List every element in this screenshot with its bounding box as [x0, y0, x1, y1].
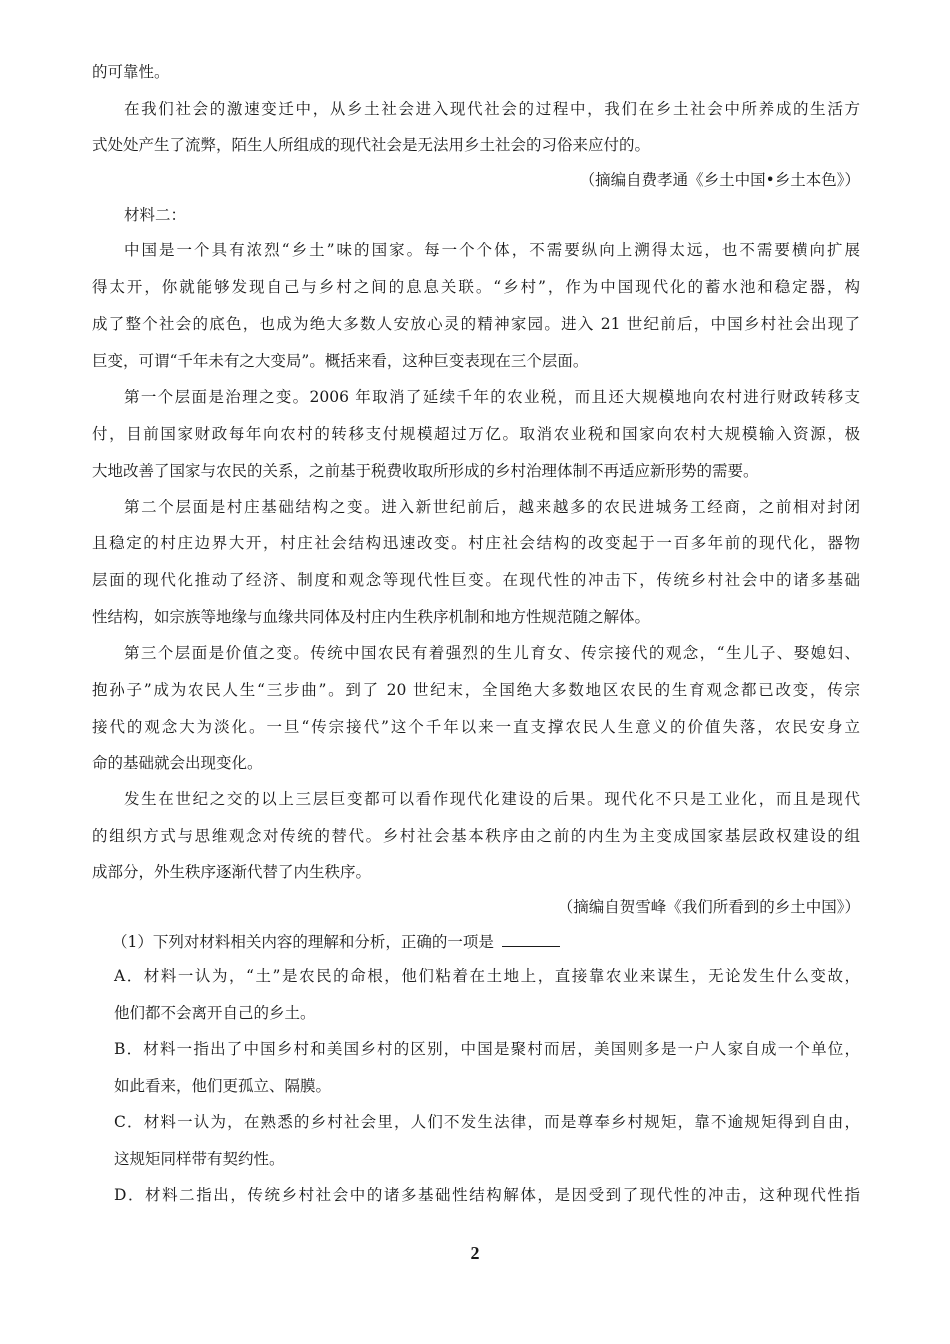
paragraph-line: 大地改善了国家与农民的关系，之前基于税费收取所形成的乡村治理体制不再适应新形势的需要。 — [92, 462, 759, 480]
paragraph-line: 中国是一个具有浓烈“乡土”味的国家。每一个个体，不需要纵向上溯得太远，也不需要横向扩展 — [124, 241, 860, 259]
question-prompt — [112, 932, 858, 952]
page-number: 2 — [470, 1243, 480, 1263]
paragraph-line: 性结构，如宗族等地缘与血缘共同体及村庄内生秩序机制和地方性规范随之解体。 — [92, 608, 651, 626]
paragraph-line: 式处处产生了流弊，陌生人所组成的现代社会是无法用乡土社会的习俗来应付的。 — [92, 136, 651, 154]
paragraph-line: 抱孙子”成为农民人生“三步曲”。到了 20 世纪末，全国绝大多数地区农民的生育观念都已改变，传宗 — [92, 681, 860, 699]
paragraph-line: 第一个层面是治理之变。2006 年取消了延续千年的农业税，而且还大规模地向农村进行财政转移支 — [124, 388, 860, 406]
paragraph-line: 第二个层面是村庄基础结构之变。进入新世纪前后，越来越多的农民进城务工经商，之前相对封闭 — [124, 498, 860, 516]
paragraph-line: 巨变，可谓“千年未有之大变局”。概括来看，这种巨变表现在三个层面。 — [92, 352, 589, 370]
answer-blank[interactable] — [502, 932, 560, 947]
option-a-line: A．材料一认为，“土”是农民的命根，他们粘着在土地上，直接靠农业来谋生，无论发生什么变故， — [114, 967, 860, 985]
paragraph-line: 付，目前国家财政每年向农村的转移支付规模超过万亿。取消农业税和国家向农村大规模输入资源，极 — [92, 425, 860, 443]
paragraph-line: 成部分，外生秩序逐渐代替了内生秩序。 — [92, 863, 372, 881]
paragraph-line: 的可靠性。 — [92, 63, 170, 81]
paragraph-line: 第三个层面是价值之变。传统中国农民有着强烈的生儿育女、传宗接代的观念，“生儿子、娶媳妇、 — [124, 644, 860, 662]
option-c-line: C．材料一认为，在熟悉的乡村社会里，人们不发生法律，而是尊奉乡村规矩，靠不逾规矩得到自由， — [114, 1113, 860, 1131]
paragraph-line: 且稳定的村庄边界大开，村庄社会结构迅速改变。村庄社会结构的改变起于一百多年前的现代化，器物 — [92, 534, 860, 552]
option-a-line: 他们都不会离开自己的乡土。 — [114, 1004, 316, 1022]
question-text: （1）下列对材料相关内容的理解和分析，正确的一项是 — [112, 933, 494, 951]
option-d-line: D．材料二指出，传统乡村社会中的诸多基础性结构解体，是因受到了现代性的冲击，这种现代性指 — [114, 1186, 860, 1204]
option-b-line: 如此看来，他们更孤立、隔膜。 — [114, 1077, 332, 1095]
paragraph-line: 层面的现代化推动了经济、制度和观念等现代性巨变。在现代性的冲击下，传统乡村社会中的诸多基础 — [92, 571, 860, 589]
paragraph-line: 接代的观念大为淡化。一旦“传宗接代”这个千年以来一直支撑农民人生意义的价值失落，农民安身立 — [92, 718, 860, 736]
paragraph-line: 得太开，你就能够发现自己与乡村之间的息息关联。“乡村”，作为中国现代化的蓄水池和稳定器，构 — [92, 278, 860, 296]
source-citation: （摘编自贺雪峰《我们所看到的乡土中国》） — [557, 898, 860, 916]
source-citation: （摘编自费孝通《乡土中国•乡土本色》） — [579, 171, 860, 189]
paragraph-line: 的组织方式与思维观念对传统的替代。乡村社会基本秩序由之前的内生为主变成国家基层政权建设的组 — [92, 827, 860, 845]
paragraph-line: 成了整个社会的底色，也成为绝大多数人安放心灵的精神家园。进入 21 世纪前后，中国乡村社会出现了 — [92, 315, 860, 333]
paragraph-line: 命的基础就会出现变化。 — [92, 754, 263, 772]
paragraph-line: 在我们社会的激速变迁中，从乡土社会进入现代社会的过程中，我们在乡土社会中所养成的生活方 — [124, 100, 860, 118]
section-heading: 材料二： — [124, 206, 187, 224]
paragraph-line: 发生在世纪之交的以上三层巨变都可以看作现代化建设的后果。现代化不只是工业化，而且是现代 — [124, 790, 860, 808]
option-c-line: 这规矩同样带有契约性。 — [114, 1150, 285, 1168]
option-b-line: B．材料一指出了中国乡村和美国乡村的区别，中国是聚村而居，美国则多是一户人家自成一个单位， — [114, 1040, 860, 1058]
